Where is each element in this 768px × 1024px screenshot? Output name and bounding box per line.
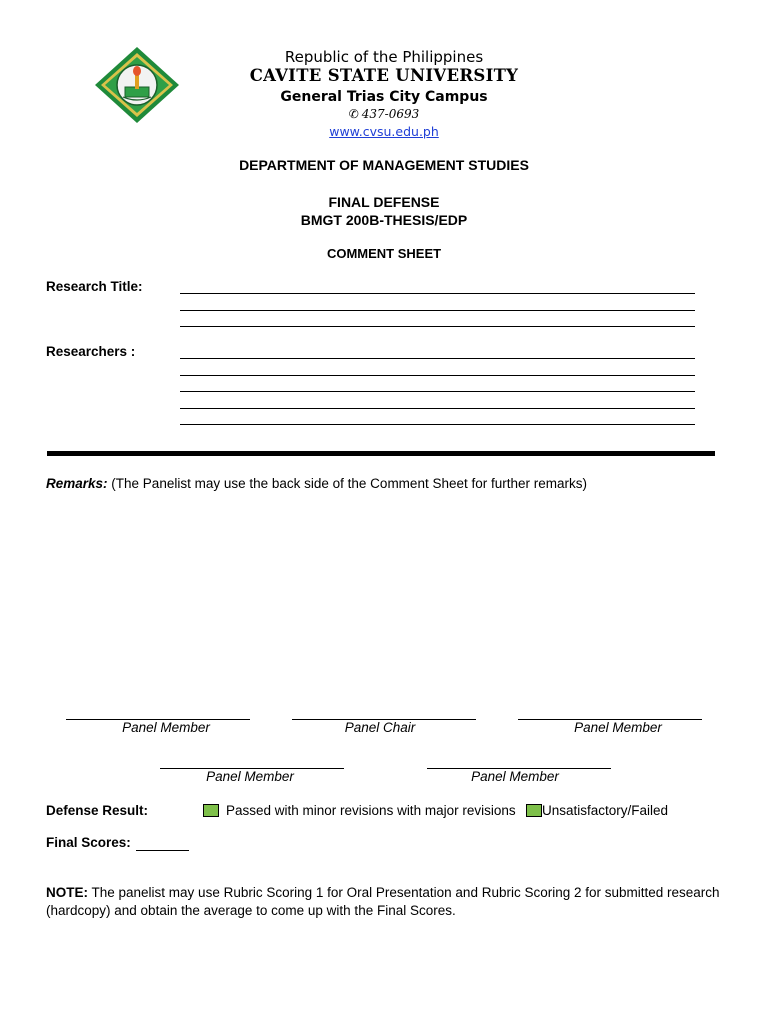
website-link[interactable]: www.cvsu.edu.ph [329,124,439,139]
event-title: FINAL DEFENSE [328,194,440,210]
passed-option-label: Passed with minor revisions with major revisions [226,803,516,818]
research-title-line[interactable] [180,293,695,294]
final-scores-label: Final Scores: [46,835,131,850]
sheet-title: COMMENT SHEET [326,246,442,261]
research-title-line[interactable] [180,326,695,327]
department-title: DEPARTMENT OF MANAGEMENT STUDIES [239,157,529,173]
researchers-line[interactable] [180,358,695,359]
signature-label: Panel Member [122,720,210,735]
note-text: The panelist may use Rubric Scoring 1 for Oral Presentation and Rubric Scoring 2 for submitted research (hardcopy) and obtain the average to come up with the Final Scores. [46,885,720,918]
signature-label: Panel Chair [344,720,416,735]
remarks-line [46,476,587,491]
failed-checkbox[interactable] [526,804,542,817]
remarks-text: (The Panelist may use the back side of the Comment Sheet for further remarks) [107,476,588,491]
course-title: BMGT 200B-THESIS/EDP [300,212,468,228]
note-paragraph [46,884,736,920]
note-label: NOTE: [46,885,88,900]
researchers-label: Researchers : [46,344,136,359]
university-name: CAVITE STATE UNIVERSITY [249,66,519,85]
researchers-line[interactable] [180,375,695,376]
campus-name: General Trias City Campus [280,89,488,105]
signature-label: Panel Member [574,720,662,735]
defense-result-label: Defense Result: [46,803,149,818]
signature-label: Panel Member [471,769,559,784]
phone-number: 437-0693 [361,107,420,121]
republic-heading: Republic of the Philippines [284,48,484,66]
research-title-line[interactable] [180,310,695,311]
final-scores-line[interactable] [136,850,189,851]
remarks-label: Remarks: [46,476,108,491]
section-divider [47,451,715,456]
phone-line [0,107,768,121]
failed-option-label: Unsatisfactory/Failed [542,803,669,818]
researchers-line[interactable] [180,391,695,392]
researchers-line[interactable] [180,408,695,409]
researchers-line[interactable] [180,424,695,425]
research-title-label: Research Title: [46,279,143,294]
telephone-icon: ✆ [348,107,359,121]
signature-label: Panel Member [206,769,294,784]
passed-checkbox[interactable] [203,804,219,817]
